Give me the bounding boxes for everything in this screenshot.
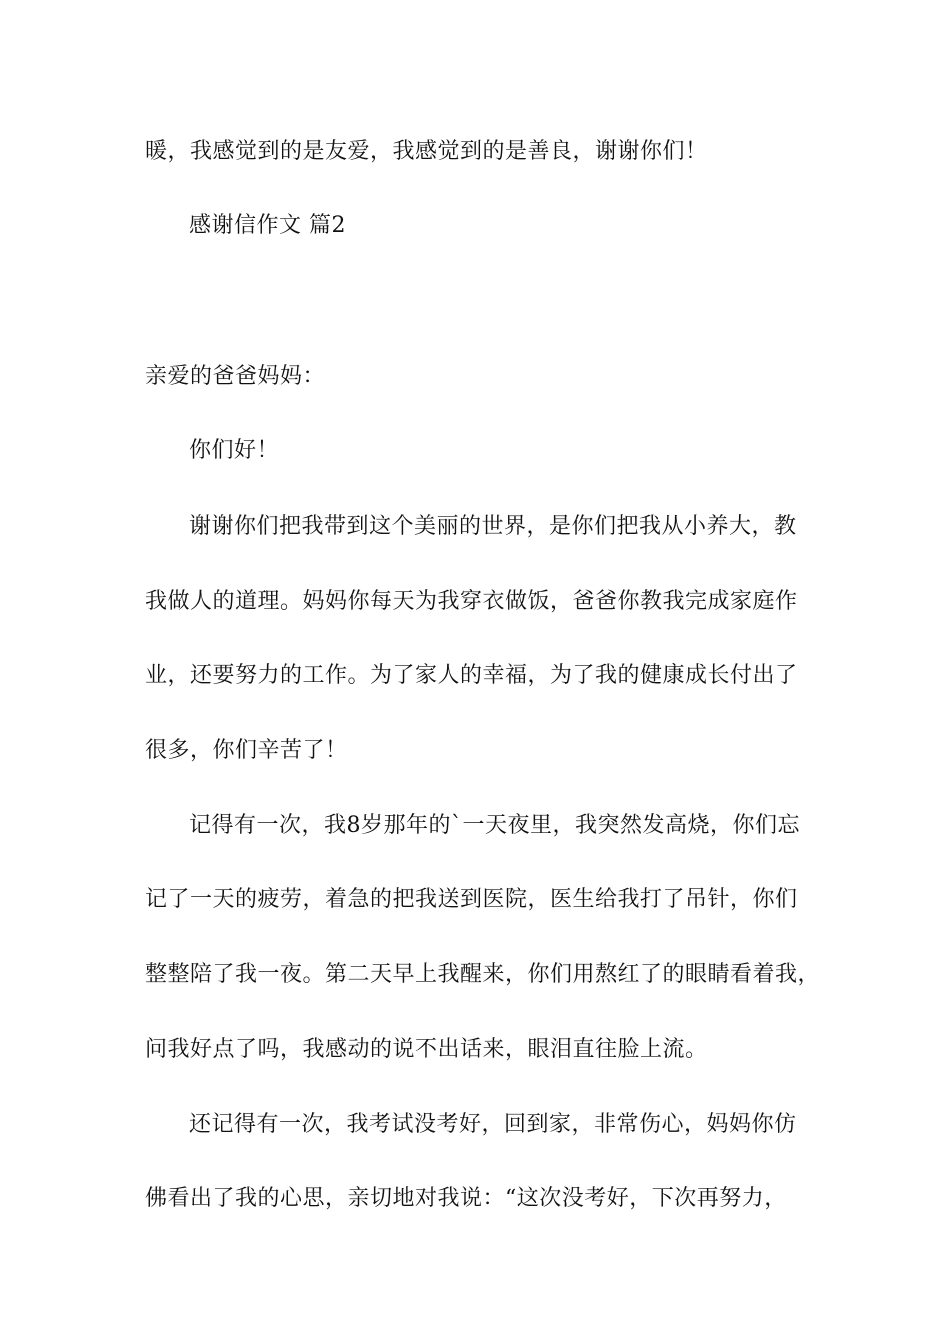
- salutation: 亲爱的爸爸妈妈：: [145, 364, 326, 389]
- paragraph-line: 谢谢你们把我带到这个美丽的世界，是你们把我从小养大，教: [189, 514, 797, 539]
- paragraph-line: 问我好点了吗，我感动的说不出话来，眼泪直往脸上流。: [145, 1037, 708, 1062]
- paragraph-line: 记了一天的疲劳，着急的把我送到医院，医生给我打了吊针，你们: [145, 887, 798, 912]
- paragraph-line: 我做人的道理。妈妈你每天为我穿衣做饭，爸爸你教我完成家庭作: [145, 589, 798, 614]
- paragraph-line: 记得有一次，我8岁那年的`一天夜里，我突然发高烧，你们忘: [189, 813, 800, 838]
- paragraph-line: 佛看出了我的心思，亲切地对我说：“这次没考好，下次再努力，: [145, 1186, 787, 1211]
- greeting: 你们好！: [189, 438, 280, 463]
- paragraph-line: 业，还要努力的工作。为了家人的幸福，为了我的健康成长付出了: [145, 663, 798, 688]
- section-heading: 感谢信作文 篇2: [189, 213, 346, 238]
- paragraph-line: 还记得有一次，我考试没考好，回到家，非常伤心，妈妈你仿: [189, 1112, 797, 1137]
- paragraph-line: 整整陪了我一夜。第二天早上我醒来，你们用熬红了的眼睛看着我，: [145, 962, 821, 987]
- paragraph-line: 暖，我感觉到的是友爱，我感觉到的是善良，谢谢你们！: [145, 139, 708, 164]
- paragraph-line: 很多，你们辛苦了！: [145, 738, 348, 763]
